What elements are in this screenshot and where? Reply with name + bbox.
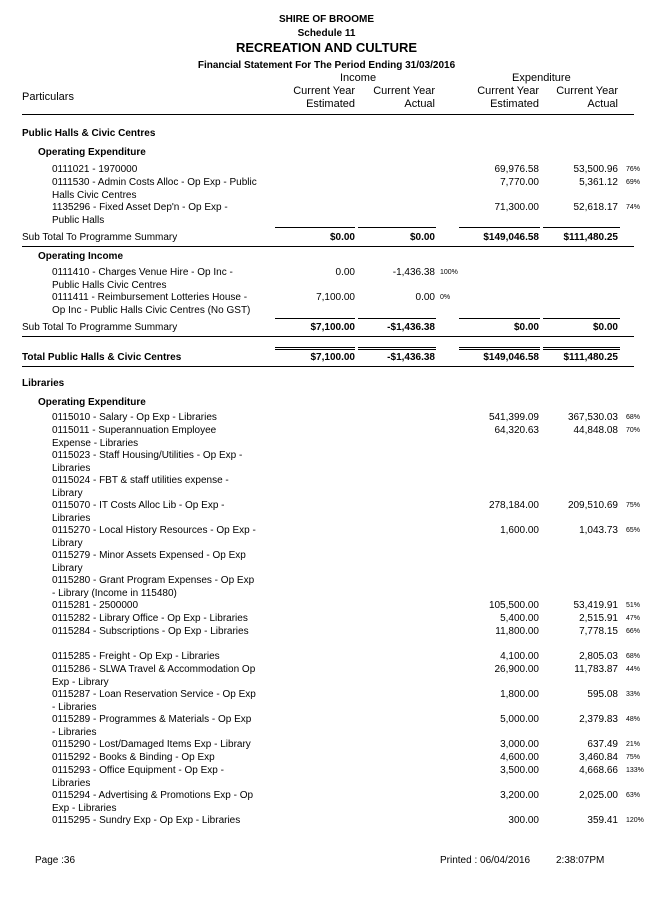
expenditure-percent: 76% bbox=[626, 166, 641, 173]
income-header: Income bbox=[340, 72, 377, 84]
row-description: 0115294 - Advertising & Promotions Exp - Op Exp - Libraries bbox=[52, 790, 254, 814]
expenditure-estimated: 26,900.00 bbox=[494, 664, 539, 675]
phcc-total-exp-est: $149,046.58 bbox=[483, 352, 539, 363]
expenditure-actual: 359.41 bbox=[587, 815, 618, 826]
expenditure-estimated: 4,100.00 bbox=[500, 651, 539, 662]
expenditure-percent: 68% bbox=[626, 653, 641, 660]
row-description: 0115024 - FBT & staff utilities expense - Library bbox=[52, 475, 229, 499]
expenditure-estimated: 3,200.00 bbox=[500, 790, 539, 801]
row-description: 0115010 - Salary - Op Exp - Libraries bbox=[52, 412, 217, 423]
subtotal-label: Sub Total To Programme Summary bbox=[22, 322, 178, 333]
expenditure-actual: 1,043.73 bbox=[579, 525, 618, 536]
expenditure-header: Expenditure bbox=[512, 72, 571, 84]
expenditure-actual: 53,500.96 bbox=[573, 164, 618, 175]
expenditure-percent: 66% bbox=[626, 628, 641, 635]
rule bbox=[543, 347, 620, 350]
expenditure-actual: 209,510.69 bbox=[567, 500, 618, 511]
expenditure-actual: 2,025.00 bbox=[579, 790, 618, 801]
expenditure-actual: 11,783.87 bbox=[574, 664, 618, 675]
expenditure-percent: 47% bbox=[626, 615, 641, 622]
exp-act-header-1: Current Year bbox=[556, 85, 618, 97]
rule bbox=[358, 227, 436, 228]
header-rule bbox=[22, 114, 634, 115]
expenditure-percent: 70% bbox=[626, 427, 641, 434]
expenditure-actual: 637.49 bbox=[587, 739, 618, 750]
row-description: 0111530 - Admin Costs Alloc - Op Exp - Public Halls Civic Centres bbox=[52, 177, 257, 201]
row-description: 0115290 - Lost/Damaged Items Exp - Library bbox=[52, 739, 251, 750]
row-description: 0111021 - 1970000 bbox=[52, 164, 138, 175]
phcc-exp-sub-exp-est: $149,046.58 bbox=[483, 232, 539, 243]
expenditure-estimated: 3,000.00 bbox=[500, 739, 539, 750]
expenditure-actual: 4,668.66 bbox=[579, 765, 618, 776]
org-name: SHIRE OF BROOME bbox=[278, 14, 374, 25]
expenditure-percent: 133% bbox=[626, 767, 644, 774]
exp-est-header-2: Estimated bbox=[490, 98, 539, 110]
rule bbox=[543, 318, 620, 319]
expenditure-actual: 44,848.08 bbox=[573, 425, 618, 436]
printed-date: Printed : 06/04/2016 bbox=[440, 855, 531, 866]
rule bbox=[459, 347, 540, 350]
printed-time: 2:38:07PM bbox=[556, 855, 605, 866]
rule bbox=[358, 318, 436, 319]
expenditure-percent: 21% bbox=[626, 741, 641, 748]
subsection-op-inc: Operating Income bbox=[38, 251, 124, 262]
expenditure-percent: 120% bbox=[626, 817, 644, 824]
page-subtitle: Financial Statement For The Period Ending 31/03/2016 bbox=[197, 60, 456, 71]
inc-est-header-1: Current Year bbox=[293, 85, 355, 97]
income-actual: 0.00 bbox=[415, 292, 435, 303]
row-description: 0115292 - Books & Binding - Op Exp bbox=[52, 752, 215, 763]
expenditure-actual: 7,778.15 bbox=[579, 626, 618, 637]
phcc-total-exp-act: $111,480.25 bbox=[563, 352, 618, 363]
row-description: 0115023 - Staff Housing/Utilities - Op Exp - Libraries bbox=[52, 450, 243, 474]
inc-act-header-1: Current Year bbox=[373, 85, 435, 97]
expenditure-percent: 48% bbox=[626, 716, 641, 723]
inc-act-header-2: Actual bbox=[404, 98, 435, 110]
expenditure-estimated: 300.00 bbox=[508, 815, 539, 826]
expenditure-percent: 63% bbox=[626, 792, 641, 799]
expenditure-percent: 44% bbox=[626, 666, 641, 673]
expenditure-actual: 52,618.17 bbox=[573, 202, 618, 213]
row-description: 0115281 - 2500000 bbox=[52, 600, 139, 611]
expenditure-estimated: 541,399.09 bbox=[488, 412, 539, 423]
phcc-exp-sub-inc-est: $0.00 bbox=[329, 232, 355, 243]
schedule-label: Schedule 11 bbox=[297, 28, 356, 39]
expenditure-estimated: 69,976.58 bbox=[494, 164, 539, 175]
phcc-inc-sub-exp-est: $0.00 bbox=[513, 322, 539, 333]
expenditure-estimated: 105,500.00 bbox=[488, 600, 539, 611]
subsection-op-exp: Operating Expenditure bbox=[38, 397, 146, 408]
rule bbox=[358, 347, 436, 350]
expenditure-percent: 75% bbox=[626, 502, 641, 509]
page-title: RECREATION AND CULTURE bbox=[235, 40, 418, 55]
rule bbox=[275, 227, 355, 228]
phcc-exp-sub-inc-act: $0.00 bbox=[409, 232, 435, 243]
income-estimated: 0.00 bbox=[335, 267, 355, 278]
expenditure-actual: 595.08 bbox=[587, 689, 618, 700]
rule bbox=[22, 246, 634, 247]
expenditure-percent: 51% bbox=[626, 602, 641, 609]
rule bbox=[459, 227, 540, 228]
subsection-op-exp: Operating Expenditure bbox=[38, 147, 146, 158]
rule bbox=[22, 366, 634, 367]
expenditure-estimated: 4,600.00 bbox=[500, 752, 539, 763]
row-description: 0115286 - SLWA Travel & Accommodation Op Exp - Library bbox=[52, 664, 256, 688]
expenditure-estimated: 7,770.00 bbox=[500, 177, 539, 188]
exp-act-header-2: Actual bbox=[587, 98, 618, 110]
phcc-inc-sub-exp-act: $0.00 bbox=[592, 322, 618, 333]
row-description: 0115070 - IT Costs Alloc Lib - Op Exp - Libraries bbox=[52, 500, 225, 524]
phcc-exp-sub-exp-act: $111,480.25 bbox=[563, 232, 618, 243]
row-description: 0115270 - Local History Resources - Op Exp - Library bbox=[52, 525, 256, 549]
row-description: 0115295 - Sundry Exp - Op Exp - Libraries bbox=[52, 815, 241, 826]
phcc-total-inc-est: $7,100.00 bbox=[310, 352, 355, 363]
row-description: 0115289 - Programmes & Materials - Op Exp - Libraries bbox=[52, 714, 252, 738]
expenditure-actual: 2,805.03 bbox=[579, 651, 618, 662]
expenditure-percent: 68% bbox=[626, 414, 641, 421]
expenditure-estimated: 3,500.00 bbox=[500, 765, 539, 776]
phcc-inc-sub-inc-est: $7,100.00 bbox=[310, 322, 355, 333]
total-label: Total Public Halls & Civic Centres bbox=[22, 352, 182, 363]
expenditure-actual: 2,515.91 bbox=[579, 613, 618, 624]
expenditure-estimated: 1,600.00 bbox=[500, 525, 539, 536]
row-description: 0115287 - Loan Reservation Service - Op Exp - Libraries bbox=[52, 689, 256, 713]
expenditure-percent: 75% bbox=[626, 754, 641, 761]
row-description: 1135296 - Fixed Asset Dep'n - Op Exp - Public Halls bbox=[52, 202, 228, 226]
expenditure-actual: 53,419.91 bbox=[573, 600, 618, 611]
section-title-phcc: Public Halls & Civic Centres bbox=[22, 128, 156, 139]
row-description: 0115293 - Office Equipment - Op Exp - Libraries bbox=[52, 765, 224, 789]
row-description: 0115279 - Minor Assets Expensed - Op Exp Library bbox=[52, 550, 246, 574]
section-title-libraries: Libraries bbox=[22, 378, 65, 389]
expenditure-estimated: 5,000.00 bbox=[500, 714, 539, 725]
row-description: 0111410 - Charges Venue Hire - Op Inc - Public Halls Civic Centres bbox=[52, 267, 233, 291]
expenditure-estimated: 5,400.00 bbox=[500, 613, 539, 624]
row-description: 0115280 - Grant Program Expenses - Op Exp - Library (Income in 115480) bbox=[52, 575, 255, 599]
inc-est-header-2: Estimated bbox=[306, 98, 355, 110]
income-percent: 100% bbox=[440, 269, 458, 276]
expenditure-estimated: 64,320.63 bbox=[494, 425, 539, 436]
expenditure-actual: 3,460.84 bbox=[579, 752, 618, 763]
exp-est-header-1: Current Year bbox=[477, 85, 539, 97]
subtotal-label: Sub Total To Programme Summary bbox=[22, 232, 178, 243]
expenditure-estimated: 278,184.00 bbox=[488, 500, 539, 511]
rule bbox=[543, 227, 620, 228]
expenditure-actual: 2,379.83 bbox=[579, 714, 618, 725]
expenditure-actual: 367,530.03 bbox=[567, 412, 618, 423]
expenditure-estimated: 71,300.00 bbox=[494, 202, 539, 213]
rule bbox=[275, 318, 355, 319]
row-description: 0115011 - Superannuation Employee Expense - Libraries bbox=[52, 425, 217, 449]
income-actual: -1,436.38 bbox=[392, 267, 435, 278]
row-description: 0115282 - Library Office - Op Exp - Libraries bbox=[52, 613, 248, 624]
expenditure-actual: 5,361.12 bbox=[579, 177, 618, 188]
row-description: 0111411 - Reimbursement Lotteries House - Op Inc - Public Halls Civic Centres (No GST) bbox=[52, 292, 251, 316]
expenditure-estimated: 11,800.00 bbox=[495, 626, 539, 637]
expenditure-percent: 33% bbox=[626, 691, 641, 698]
expenditure-estimated: 1,800.00 bbox=[500, 689, 539, 700]
particulars-header: Particulars bbox=[22, 91, 74, 103]
expenditure-percent: 69% bbox=[626, 179, 641, 186]
rule bbox=[275, 347, 355, 350]
rule bbox=[459, 318, 540, 319]
row-description: 0115285 - Freight - Op Exp - Libraries bbox=[52, 651, 220, 662]
expenditure-percent: 74% bbox=[626, 204, 641, 211]
expenditure-percent: 65% bbox=[626, 527, 641, 534]
income-percent: 0% bbox=[440, 294, 451, 301]
income-estimated: 7,100.00 bbox=[316, 292, 355, 303]
phcc-total-inc-act: -$1,436.38 bbox=[387, 352, 435, 363]
rule bbox=[22, 336, 634, 337]
page-number: Page :36 bbox=[35, 855, 76, 866]
phcc-inc-sub-inc-act: -$1,436.38 bbox=[387, 322, 435, 333]
row-description: 0115284 - Subscriptions - Op Exp - Libraries bbox=[52, 626, 249, 637]
